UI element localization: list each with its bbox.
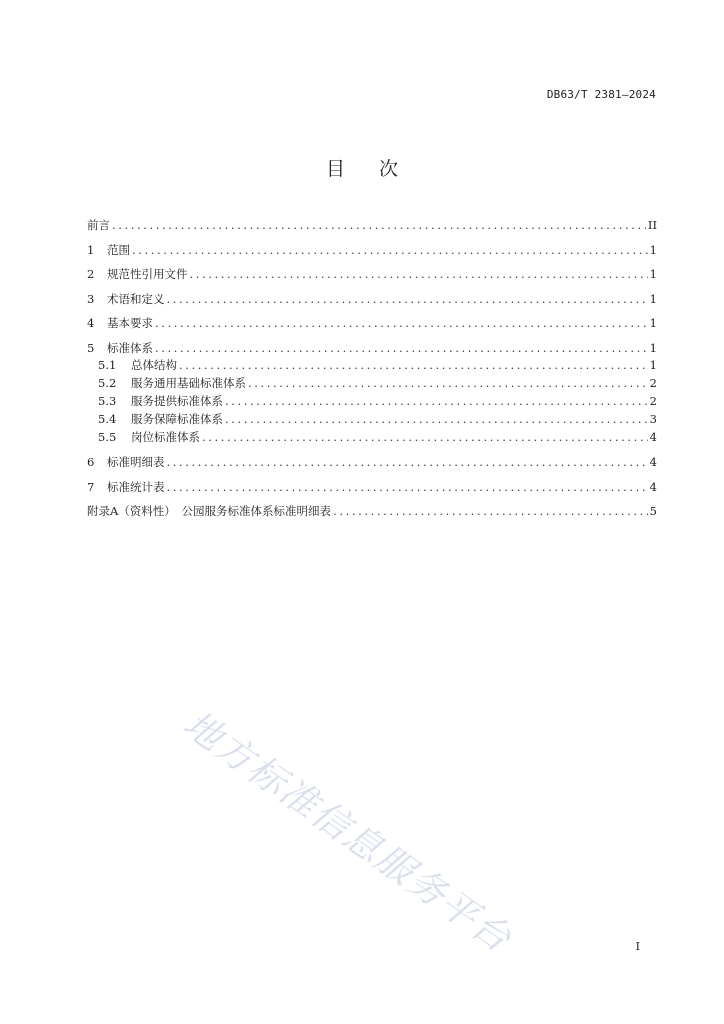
toc-entry-number: 1 — [87, 242, 95, 257]
toc-entry-page: 5 — [649, 504, 657, 518]
toc-entry-normative-references[interactable] — [87, 269, 657, 286]
toc-entry-scope[interactable] — [87, 242, 657, 262]
toc-entry-label: 附录A（资料性） 公园服务标准体系标准明细表 — [87, 504, 332, 518]
toc-leader-dots — [333, 506, 648, 518]
toc-entry-label: 总体结构 — [131, 357, 177, 372]
toc-leader-dots — [225, 414, 648, 426]
toc-entry-label: 标准明细表 — [107, 455, 165, 469]
page-number: I — [635, 940, 640, 953]
toc-entry-number: 5 — [87, 340, 95, 355]
toc-entry-page: 1 — [649, 242, 657, 257]
toc-leader-dots — [167, 482, 648, 494]
toc-entry-label: 服务通用基础标准体系 — [131, 375, 246, 390]
toc-entry-number: 6 — [87, 455, 95, 469]
toc-entry-label: 前言 — [87, 218, 110, 232]
watermark: 地方标准信息服务平台 — [175, 702, 520, 962]
toc-entry-label: 服务提供标准体系 — [131, 393, 223, 408]
document-code: DB63/T 2381—2024 — [546, 88, 656, 101]
toc-entry-page: 1 — [649, 357, 657, 372]
toc-entry-number: 3 — [87, 291, 95, 306]
toc-leader-dots — [112, 220, 646, 232]
toc-entry-page: II — [647, 218, 657, 232]
toc-entry-number: 5.5 — [98, 429, 117, 444]
toc-entry-number: 5.3 — [98, 393, 117, 408]
toc-leader-dots — [167, 294, 648, 306]
toc-entry-terms[interactable] — [87, 291, 657, 311]
toc-subentry-service-assurance[interactable] — [87, 411, 657, 432]
toc-entry-number: 5.4 — [98, 411, 117, 426]
toc-entry-number: 7 — [87, 479, 95, 494]
table-of-contents — [87, 220, 657, 523]
toc-entry-label: 规范性引用文件 — [107, 267, 188, 281]
toc-entry-foreword[interactable] — [87, 220, 657, 237]
toc-leader-dots — [248, 378, 648, 390]
toc-entry-page: 1 — [649, 267, 657, 281]
toc-entry-page: 2 — [649, 375, 657, 390]
toc-entry-label: 基本要求 — [107, 316, 153, 330]
toc-leader-dots — [155, 343, 648, 355]
toc-entry-basic-requirements[interactable] — [87, 318, 657, 335]
toc-leader-dots — [190, 269, 648, 281]
toc-entry-label: 标准体系 — [107, 340, 153, 355]
toc-entry-standard-system[interactable] — [87, 340, 657, 360]
toc-entry-number: 5.1 — [98, 357, 117, 372]
toc-leader-dots — [179, 360, 648, 372]
toc-entry-page: 1 — [649, 316, 657, 330]
toc-entry-page: 1 — [649, 340, 657, 355]
toc-entry-number: 2 — [87, 267, 95, 281]
toc-leader-dots — [202, 432, 648, 444]
toc-subentry-post-standards[interactable] — [87, 429, 657, 450]
toc-entry-page: 3 — [649, 411, 657, 426]
toc-entry-number: 5.2 — [98, 375, 117, 390]
toc-leader-dots — [132, 245, 648, 257]
toc-leader-dots — [167, 457, 648, 469]
toc-entry-page: 2 — [649, 393, 657, 408]
toc-title: 目次 — [325, 158, 432, 180]
toc-entry-page: 4 — [649, 429, 657, 444]
toc-entry-number: 4 — [87, 316, 95, 330]
toc-leader-dots — [155, 318, 648, 330]
toc-entry-label: 范围 — [107, 242, 130, 257]
toc-entry-label: 岗位标准体系 — [131, 429, 200, 444]
toc-entry-label: 服务保障标准体系 — [131, 411, 223, 426]
toc-entry-statistics[interactable] — [87, 479, 657, 499]
toc-entry-page: 1 — [649, 291, 657, 306]
toc-entry-page: 4 — [649, 455, 657, 469]
toc-entry-appendix-a[interactable] — [87, 506, 657, 523]
toc-entry-label: 标准统计表 — [107, 479, 165, 494]
toc-subentry-general-basic[interactable] — [87, 375, 657, 396]
toc-subentry-overall-structure[interactable] — [87, 357, 657, 378]
toc-entry-page: 4 — [649, 479, 657, 494]
toc-leader-dots — [225, 396, 648, 408]
toc-entry-detail-list[interactable] — [87, 457, 657, 474]
toc-subentry-service-provision[interactable] — [87, 393, 657, 414]
toc-entry-label: 术语和定义 — [107, 291, 165, 306]
